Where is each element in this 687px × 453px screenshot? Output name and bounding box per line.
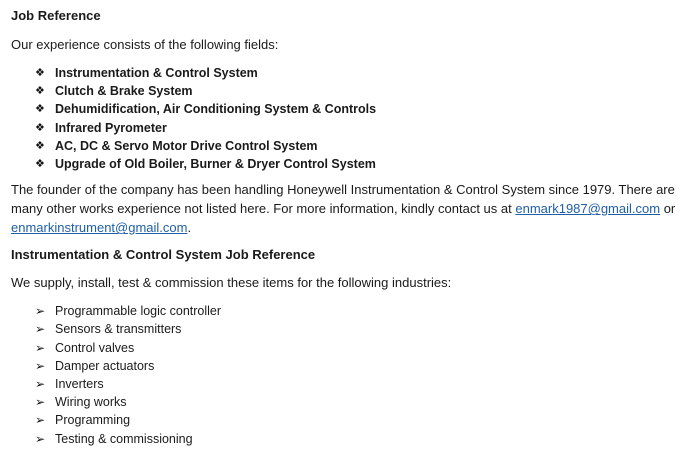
- experience-field-list: [11, 64, 677, 173]
- list-item-label: Inverters: [55, 377, 104, 392]
- email-link-secondary[interactable]: enmarkinstrument@gmail.com: [11, 220, 188, 236]
- list-item: [35, 100, 677, 118]
- list-item: [35, 320, 677, 338]
- arrow-bullet-icon: ➢: [35, 431, 46, 446]
- list-item: [35, 375, 677, 393]
- list-item-label: Dehumidification, Air Conditioning System & Controls: [55, 102, 377, 117]
- list-item-label: Infrared Pyrometer: [55, 120, 167, 135]
- list-item: [35, 137, 677, 155]
- list-item-label: Control valves: [55, 340, 135, 355]
- page-title: Job Reference: [11, 8, 101, 23]
- list-item-label: Testing & commissioning: [55, 431, 193, 446]
- list-item: [35, 339, 677, 357]
- arrow-bullet-icon: ➢: [35, 304, 46, 319]
- diamond-bullet-icon: ❖: [35, 85, 45, 98]
- list-item-label: Upgrade of Old Boiler, Burner & Dryer Control System: [55, 157, 376, 172]
- arrow-bullet-icon: ➢: [35, 322, 46, 337]
- supply-text: We supply, install, test & commission these items for the following industries:: [11, 275, 452, 291]
- list-item-label: Instrumentation & Control System: [55, 66, 258, 80]
- list-item-label: Clutch & Brake System: [55, 84, 193, 99]
- list-item: [35, 64, 677, 82]
- founder-paragraph: [11, 180, 677, 237]
- diamond-bullet-icon: ❖: [35, 158, 45, 171]
- list-item-label: Programming: [55, 413, 131, 428]
- list-item: [35, 393, 677, 411]
- arrow-bullet-icon: ➢: [35, 340, 46, 355]
- founder-text: The founder of the company has been handling Honeywell Instrumentation & Control System since 1979. There are many other works experience not listed here. For more information, kindly contact us at: [11, 182, 675, 217]
- email-link-primary[interactable]: enmark1987@gmail.com: [515, 201, 661, 217]
- list-item: [35, 155, 677, 173]
- intro-text: Our experience consists of the following fields:: [11, 37, 279, 52]
- arrow-bullet-icon: ➢: [35, 413, 46, 428]
- period-text: .: [187, 220, 192, 236]
- list-item: [35, 119, 677, 137]
- supply-item-list: [11, 302, 677, 448]
- list-item-label: Sensors & transmitters: [55, 322, 182, 337]
- section-title: Instrumentation & Control System Job Reference: [11, 247, 316, 263]
- arrow-bullet-icon: ➢: [35, 358, 46, 373]
- list-item-label: Damper actuators: [55, 358, 155, 373]
- diamond-bullet-icon: ❖: [35, 121, 45, 134]
- list-item-label: Programmable logic controller: [55, 304, 222, 319]
- list-item: [35, 357, 677, 375]
- diamond-bullet-icon: ❖: [35, 103, 45, 116]
- arrow-bullet-icon: ➢: [35, 395, 46, 410]
- list-item-label: Wiring works: [55, 395, 127, 410]
- list-item: [35, 411, 677, 429]
- or-text: or: [663, 201, 676, 217]
- list-item-label: AC, DC & Servo Motor Drive Control System: [55, 138, 318, 153]
- diamond-bullet-icon: ❖: [35, 139, 45, 152]
- list-item: [35, 302, 677, 320]
- list-item: [35, 82, 677, 100]
- list-item: [35, 430, 677, 448]
- diamond-bullet-icon: ❖: [35, 67, 45, 79]
- arrow-bullet-icon: ➢: [35, 377, 46, 392]
